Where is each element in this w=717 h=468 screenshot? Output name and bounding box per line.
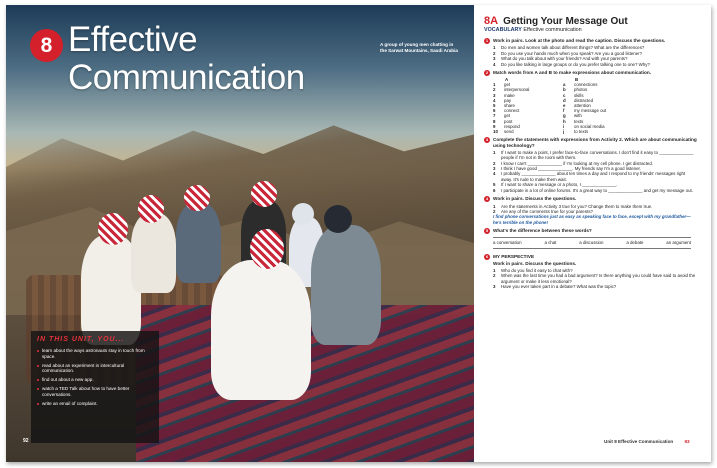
match-word: send: [504, 128, 514, 134]
item-number: 7: [493, 113, 496, 119]
page-number: 93: [684, 439, 690, 444]
activity-instruction: Work in pairs. Discuss the questions.: [493, 260, 577, 266]
word-item: a conversation: [493, 240, 522, 246]
list-item: find out about a new app.: [37, 377, 153, 383]
match-word: interpersonal: [504, 87, 530, 93]
match-word: distracted: [574, 97, 594, 103]
person-head: [250, 229, 284, 269]
footer-title: Effective Communication: [618, 439, 674, 444]
activity-instruction: Work in pairs. Look at the photo and read the caption. Discuss the questions.: [493, 37, 666, 43]
activity-instruction: Complete the statements with expressions from Activity 2. Which are about communicating using technology?: [493, 137, 697, 148]
list-item: Do you like talking in large groups or do you prefer talking one to one? Why?: [501, 61, 650, 67]
activity-instruction: What's the difference between these words?: [493, 228, 592, 234]
item-number: 9: [493, 123, 496, 129]
vocabulary-heading: [484, 28, 697, 33]
unit-title-line: Communication: [68, 58, 305, 97]
column-b: [563, 77, 633, 134]
activity-2: [484, 70, 697, 134]
textbook-spread: [6, 5, 711, 462]
vocabulary-topic: Effective communication: [523, 27, 582, 34]
person-head: [184, 185, 210, 211]
item-letter: i: [563, 123, 565, 129]
person-head: [292, 203, 314, 225]
person-head: [251, 181, 277, 207]
match-word: to texts: [574, 128, 589, 134]
matching-table: [493, 77, 697, 134]
item-letter: j: [563, 128, 565, 134]
list-item: Have you ever taken part in a debate? What was the topic?: [501, 283, 617, 289]
list-item: Do men and women talk about different things? What are the differences?: [501, 45, 645, 51]
question-list: 1 Do men and women talk about different things? What are the differences? 2 Do you use your hands much when you speak? Are you a good listener? 3 What do you talk about with your friends? And with your parents? 4 Do you like talking in large groups or do you prefer talking one to one? Why?: [493, 45, 650, 67]
item-number: 5: [493, 102, 496, 108]
item-number: 10: [493, 128, 498, 134]
item-letter: g: [563, 113, 566, 119]
person-figure: [211, 260, 311, 400]
activity-instruction: Work in pairs. Discuss the questions.: [493, 196, 577, 202]
match-word: photos: [574, 87, 588, 93]
column-a: [493, 77, 563, 134]
column-heading: B: [575, 76, 579, 82]
item-number: 3: [493, 92, 496, 98]
list-item: What do you talk about with your friends? And with your parents?: [501, 56, 628, 62]
item-number: 8: [493, 118, 496, 124]
word-item: a chat: [544, 240, 557, 246]
list-item: read about an experiment in intercultural communication.: [37, 363, 153, 374]
example-answer: I find phone conversations just as easy as speaking face to face, except with my grandfather—he's terrible on the phone!: [493, 214, 691, 225]
word-item: an argument: [666, 240, 691, 246]
match-word: make: [504, 92, 515, 98]
person-head: [138, 195, 164, 223]
page-footer: [604, 439, 690, 444]
match-word: my message out: [574, 108, 607, 114]
list-item: When was the last time you had a bad argument? Is there anything you could have said to avoid the argument or make it less emotional?: [501, 273, 696, 284]
activity-instruction: Match words from A and B to make expressions about communication.: [493, 69, 652, 75]
lesson-code: 8A: [484, 15, 499, 27]
match-word: connect: [504, 108, 520, 114]
lesson-header: [484, 15, 697, 27]
list-item: I participate in a lot of online forums. It's a great way to ______________ and get my message out.: [501, 187, 693, 193]
column-heading: A: [505, 76, 509, 82]
activity-number: 5: [485, 228, 489, 234]
activity-number: 3: [485, 137, 489, 143]
photo-caption: A group of young men chatting in the Sarwat Mountains, Saudi Arabia: [380, 42, 458, 53]
lesson-title: Getting Your Message Out: [503, 16, 628, 27]
activity-3: [484, 137, 697, 193]
activity-number: 4: [485, 196, 489, 202]
match-word: share: [504, 102, 515, 108]
activity-heading: MY PERSPECTIVE: [493, 253, 535, 259]
activity-number: 6: [485, 253, 489, 259]
activity-number: 1: [485, 37, 489, 43]
question-list: 1 Who do you find it easy to chat with? 2 When was the last time you had a bad argument? Is there anything you could have said to avoid the argument or make it less emotional? 3 Have you ever taken part in a debate? What was the topic?: [493, 267, 696, 289]
list-item: write an email of complaint.: [37, 401, 153, 407]
vocabulary-label: VOCABULARY: [484, 27, 522, 34]
list-item: I think I have good ______________. My friends say I'm a good listener.: [501, 166, 641, 172]
item-letter: b: [563, 87, 566, 93]
unit-number-badge: 8: [30, 29, 63, 62]
match-word: connections: [574, 82, 598, 88]
item-letter: h: [563, 118, 566, 124]
word-item: a debate: [626, 240, 644, 246]
item-letter: a: [563, 82, 566, 88]
list-item: I know I can't ______________ if I'm looking at my cell phone. I get distracted.: [501, 160, 654, 166]
item-number: 6: [493, 108, 496, 114]
match-row-a: [493, 129, 563, 134]
word-item: a discussion: [579, 240, 604, 246]
person-head: [324, 205, 352, 233]
footer-unit: Unit 8: [604, 439, 617, 444]
list-item: learn about the ways astronauts stay in touch from space.: [37, 348, 153, 359]
right-page: [474, 5, 711, 462]
item-number: 1: [493, 82, 496, 88]
match-word: skills: [574, 92, 584, 98]
statement-list: 1 If I want to make a point, I prefer face-to-face conversations. I don't find it easy to ______________ people if I'm not in the room with them. 2 I know I can't ______________ if I'm looking at my cell phone. I get distracted. 3 I think I have good ______________. My friends say I'm a good listener. 4 I probably ______________ about ten times a day and I respond to my friends' messages right away. It's rude to make them wait. 5 If I want to share a message or a photo, I ______________. 6 I participate in a lot of online forums. It's a great way to ______________ and get my message out.: [493, 150, 697, 193]
list-item: I probably ______________ about ten times a day and I respond to my friends' messages right away. It's rude to make them wait.: [501, 171, 686, 182]
person-figure: [131, 213, 176, 293]
unit-title-line: Effective: [68, 20, 198, 59]
match-word: texts: [574, 118, 584, 124]
item-number: 4: [493, 97, 496, 103]
activity-6: [484, 254, 697, 290]
list-item: Who do you find it easy to chat with?: [501, 267, 573, 273]
page-number: 92: [23, 438, 29, 444]
unit-overview-box: [31, 331, 159, 443]
match-word: on social media: [574, 123, 605, 129]
unit-title: [68, 21, 305, 97]
question-list: 1 Are the statements in Activity 3 true for you? Change them to make them true. 2 Are any of the comments true for your parents?: [493, 203, 653, 215]
list-item: If I want to share a message or a photo, I ______________.: [501, 182, 618, 188]
match-word: attention: [574, 102, 591, 108]
item-number: 2: [493, 87, 496, 93]
person-figure: [176, 203, 221, 283]
activity-number: 2: [485, 69, 489, 75]
item-letter: d: [563, 97, 566, 103]
match-word: post: [504, 118, 513, 124]
person-figure: [311, 225, 381, 345]
unit-overview-heading: IN THIS UNIT, YOU...: [37, 336, 125, 343]
item-letter: e: [563, 102, 566, 108]
activity-4: [484, 196, 697, 225]
left-page-photo: [6, 5, 474, 462]
list-item: Are any of the comments true for your parents?: [501, 209, 594, 215]
item-letter: f: [563, 108, 565, 114]
match-word: get: [504, 113, 511, 119]
match-word: get: [504, 82, 511, 88]
activity-5: [484, 228, 697, 248]
word-box: [493, 237, 691, 248]
match-row-b: [563, 129, 633, 134]
list-item: If I want to make a point, I prefer face-to-face conversations. I don't find it easy to ______________ people if I'm not in the room with them.: [501, 149, 694, 161]
activity-1: [484, 38, 697, 67]
person-head: [98, 213, 128, 245]
item-letter: c: [563, 92, 566, 98]
match-word: with: [574, 113, 582, 119]
list-item: Are the statements in Activity 3 true for you? Change them to make them true.: [501, 203, 653, 209]
list-item: Do you use your hands much when you speak? Are you a good listener?: [501, 50, 643, 56]
match-word: pay: [504, 97, 512, 103]
list-item: watch a TED Talk about how to have better conversations.: [37, 386, 153, 397]
match-word: respond: [504, 123, 520, 129]
unit-overview-list: [37, 348, 153, 406]
